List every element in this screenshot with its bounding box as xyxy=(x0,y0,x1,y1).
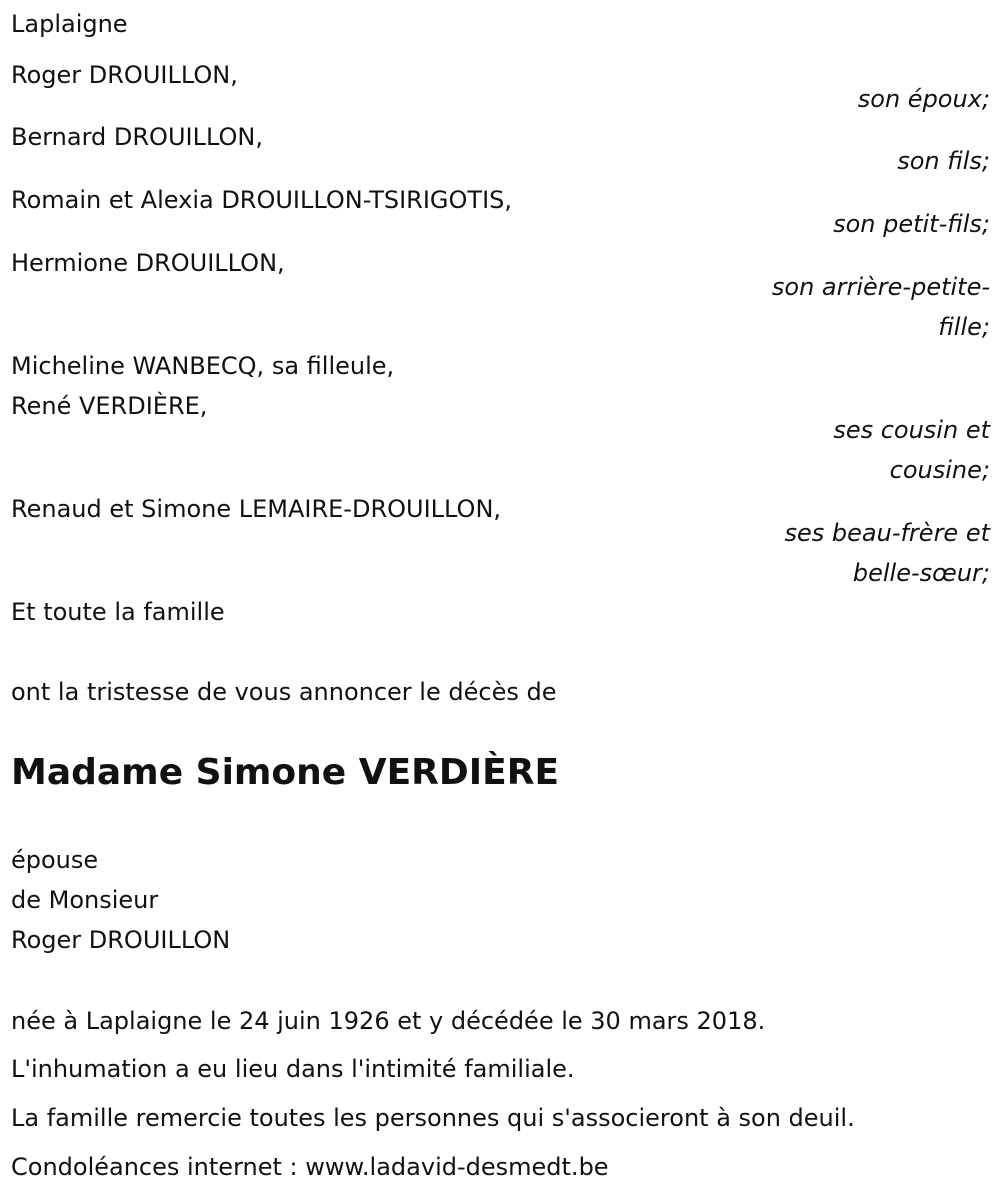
family-member-relation: son époux; xyxy=(857,85,990,113)
announcement-line: ont la tristesse de vous annoncer le décès de xyxy=(11,678,557,706)
deceased-name: Madame Simone VERDIÈRE xyxy=(11,752,560,793)
spouse-line: Roger DROUILLON xyxy=(11,926,231,954)
family-member-name: Hermione DROUILLON, xyxy=(11,249,285,277)
family-member-relation: belle-sœur; xyxy=(852,559,990,587)
place-name: Laplaigne xyxy=(11,10,128,38)
spouse-line: de Monsieur xyxy=(11,886,159,914)
family-member-relation: son arrière-petite- xyxy=(771,273,990,301)
family-member-relation: ses beau-frère et xyxy=(784,519,990,547)
family-member-name: Romain et Alexia DROUILLON-TSIRIGOTIS, xyxy=(11,186,513,214)
family-member-relation: son petit-fils; xyxy=(833,210,990,238)
family-member-relation: cousine; xyxy=(889,456,990,484)
family-member-name: Roger DROUILLON, xyxy=(11,61,238,89)
birth-death-line: née à Laplaigne le 24 juin 1926 et y décédée le 30 mars 2018. xyxy=(11,1007,766,1035)
family-member-name: Micheline WANBECQ, sa filleule, xyxy=(11,352,395,380)
spouse-line: épouse xyxy=(11,846,99,874)
family-member-name: René VERDIÈRE, xyxy=(11,392,208,420)
thanks-line: La famille remercie toutes les personnes qui s'associeront à son deuil. xyxy=(11,1104,855,1132)
family-member-relation: son fils; xyxy=(897,147,990,175)
family-member-relation: ses cousin et xyxy=(833,416,990,444)
family-closing-line: Et toute la famille xyxy=(11,598,225,626)
family-member-name: Renaud et Simone LEMAIRE-DROUILLON, xyxy=(11,495,502,523)
burial-line: L'inhumation a eu lieu dans l'intimité familiale. xyxy=(11,1055,575,1083)
condolences-line: Condoléances internet : www.ladavid-desmedt.be xyxy=(11,1153,609,1181)
family-member-relation: fille; xyxy=(938,313,990,341)
family-member-name: Bernard DROUILLON, xyxy=(11,123,263,151)
